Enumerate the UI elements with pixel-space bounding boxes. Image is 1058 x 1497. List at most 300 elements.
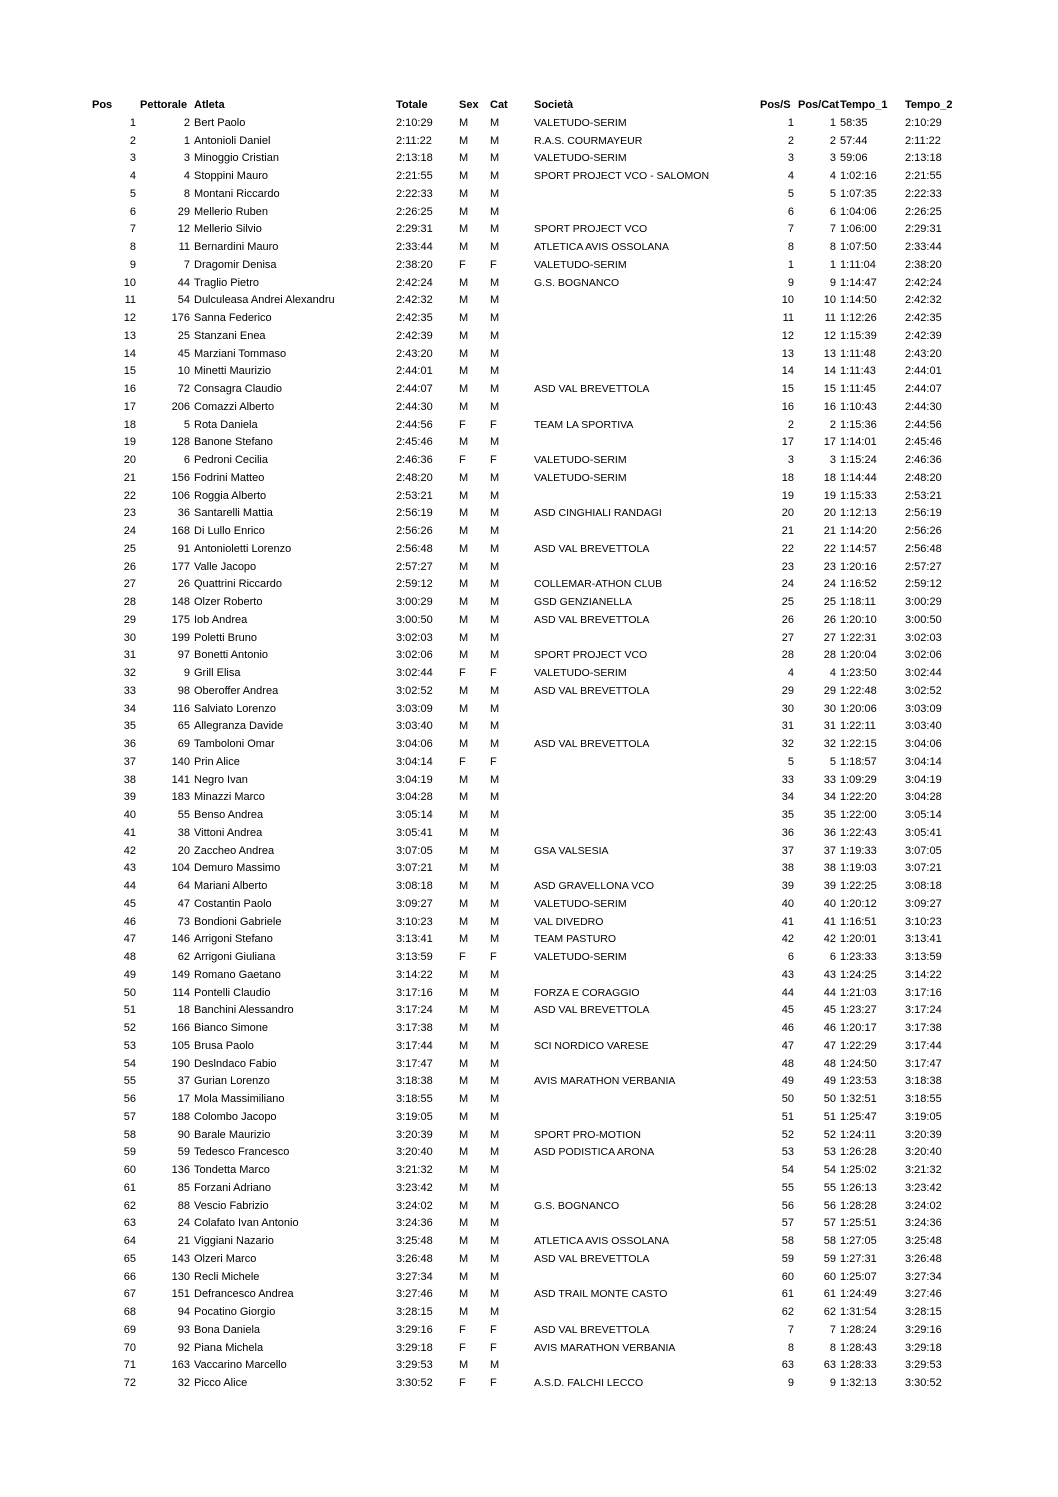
- table-row: [0, 1056, 1058, 1074]
- cell-totale: 3:17:47: [396, 1057, 433, 1070]
- cell-pettorale: 26: [177, 578, 190, 591]
- cell-sex: M: [459, 1093, 469, 1105]
- cell-pos-s: 19: [781, 489, 794, 502]
- cell-pos: 28: [123, 596, 136, 608]
- cell-sex: M: [459, 1252, 469, 1265]
- cell-tempo-1: 1:28:43: [840, 1341, 877, 1354]
- cell-totale: 3:18:55: [396, 1093, 433, 1105]
- cell-sex: M: [459, 241, 469, 253]
- cell-societa: VAL DIVEDRO: [534, 915, 604, 928]
- header-pettorale: Pettorale: [140, 99, 188, 111]
- cell-tempo-2: 2:56:48: [905, 542, 942, 555]
- table-row: [0, 949, 1058, 967]
- cell-tempo-1: 1:20:06: [840, 702, 877, 715]
- cell-pos-s: 46: [781, 1022, 794, 1034]
- cell-pos-s: 9: [787, 276, 794, 289]
- cell-pos-cat: 2: [829, 134, 836, 147]
- cell-tempo-2: 3:23:42: [905, 1181, 942, 1194]
- cell-totale: 2:11:22: [396, 134, 432, 147]
- cell-tempo-2: 2:53:21: [905, 489, 942, 502]
- cell-pos-s: 2: [787, 418, 794, 431]
- cell-sex: M: [459, 134, 469, 147]
- cell-societa: ASD VAL BREVETTOLA: [534, 1252, 650, 1265]
- cell-cat: M: [490, 1093, 500, 1105]
- cell-societa: VALETUDO-SERIM: [534, 454, 627, 466]
- table-row: [0, 292, 1058, 310]
- cell-pettorale: 44: [177, 276, 190, 289]
- table-row: [0, 647, 1058, 665]
- cell-sex: F: [459, 1323, 466, 1336]
- cell-sex: M: [459, 489, 469, 502]
- table-row: [0, 257, 1058, 275]
- table-row: [0, 1162, 1058, 1180]
- cell-atleta: Sanna Federico: [194, 312, 272, 324]
- cell-pettorale: 128: [171, 436, 190, 449]
- table-row: [0, 434, 1058, 452]
- cell-pos-s: 25: [781, 596, 794, 608]
- cell-societa: ASD VAL BREVETTOLA: [534, 1004, 650, 1017]
- cell-totale: 3:03:40: [396, 720, 433, 733]
- cell-tempo-1: 1:14:50: [840, 294, 877, 307]
- cell-tempo-1: 1:12:26: [840, 312, 877, 324]
- cell-pos: 25: [123, 542, 136, 555]
- cell-pettorale: 59: [177, 1146, 190, 1159]
- cell-atleta: Demuro Massimo: [194, 862, 281, 875]
- cell-pos-s: 24: [781, 578, 794, 591]
- cell-totale: 2:45:46: [396, 436, 433, 449]
- cell-pettorale: 148: [171, 596, 190, 608]
- cell-pos-s: 45: [781, 1004, 794, 1017]
- cell-sex: M: [459, 1022, 469, 1034]
- cell-totale: 3:19:05: [396, 1110, 433, 1123]
- cell-pos-s: 62: [781, 1306, 794, 1318]
- cell-sex: M: [459, 170, 469, 182]
- cell-tempo-2: 3:27:46: [905, 1288, 942, 1301]
- table-row: [0, 328, 1058, 346]
- cell-pos-cat: 20: [823, 507, 836, 520]
- cell-pettorale: 190: [171, 1057, 190, 1070]
- cell-tempo-2: 3:25:48: [905, 1235, 942, 1247]
- cell-societa: ASD VAL BREVETTOLA: [534, 684, 650, 697]
- cell-sex: M: [459, 826, 469, 839]
- cell-tempo-1: 1:16:51: [840, 915, 877, 928]
- cell-pos-s: 58: [781, 1235, 794, 1247]
- cell-cat: M: [490, 347, 500, 360]
- cell-cat: M: [490, 809, 500, 821]
- cell-pos-s: 4: [787, 667, 794, 679]
- table-row: [0, 967, 1058, 985]
- cell-totale: 3:29:18: [396, 1341, 433, 1354]
- cell-pos-s: 6: [787, 951, 794, 963]
- cell-tempo-2: 2:42:32: [905, 294, 942, 307]
- cell-sex: F: [459, 951, 466, 963]
- cell-tempo-2: 3:05:41: [905, 826, 942, 839]
- table-row: [0, 1357, 1058, 1375]
- cell-tempo-2: 3:02:03: [905, 631, 942, 644]
- cell-pos-cat: 17: [823, 436, 836, 449]
- table-body: [0, 115, 1058, 1393]
- cell-tempo-1: 1:20:10: [840, 613, 877, 626]
- cell-pos-cat: 41: [823, 915, 836, 928]
- cell-pos: 54: [123, 1057, 136, 1070]
- cell-tempo-1: 1:28:33: [840, 1359, 877, 1372]
- cell-pettorale: 177: [171, 560, 190, 573]
- cell-sex: M: [459, 365, 469, 378]
- cell-tempo-1: 1:20:17: [840, 1022, 877, 1034]
- cell-cat: M: [490, 205, 500, 218]
- cell-pos-cat: 50: [823, 1093, 836, 1105]
- cell-pos-cat: 62: [823, 1306, 836, 1318]
- results-table: [0, 97, 1058, 1393]
- cell-totale: 3:04:06: [396, 738, 433, 750]
- cell-cat: M: [490, 1022, 500, 1034]
- cell-atleta: Minazzi Marco: [194, 791, 265, 804]
- cell-pos-s: 49: [781, 1075, 794, 1088]
- cell-pettorale: 114: [172, 986, 190, 999]
- cell-sex: M: [459, 578, 469, 591]
- cell-sex: M: [459, 1288, 469, 1301]
- cell-societa: FORZA E CORAGGIO: [534, 986, 640, 999]
- cell-tempo-2: 2:38:20: [905, 258, 942, 271]
- cell-tempo-2: 2:48:20: [905, 471, 942, 484]
- cell-totale: 3:14:22: [396, 968, 433, 981]
- cell-cat: M: [490, 241, 500, 253]
- cell-pettorale: 85: [177, 1181, 190, 1194]
- cell-tempo-2: 3:19:05: [905, 1110, 942, 1123]
- cell-tempo-2: 2:44:30: [905, 400, 942, 413]
- cell-pos-s: 47: [781, 1039, 794, 1052]
- cell-tempo-1: 1:07:35: [840, 187, 877, 200]
- cell-atleta: Gurian Lorenzo: [194, 1075, 270, 1088]
- cell-pos-s: 60: [781, 1270, 794, 1283]
- cell-tempo-1: 1:16:52: [840, 578, 877, 591]
- header-tempo-2: Tempo_2: [905, 99, 953, 111]
- cell-societa: AVIS MARATHON VERBANIA: [534, 1341, 676, 1354]
- table-row: [0, 186, 1058, 204]
- cell-societa: ASD VAL BREVETTOLA: [534, 738, 650, 750]
- cell-tempo-1: 1:04:06: [840, 205, 877, 218]
- cell-tempo-1: 1:22:31: [840, 631, 877, 644]
- cell-cat: M: [490, 436, 500, 449]
- cell-pettorale: 11: [178, 241, 190, 253]
- cell-sex: M: [459, 1235, 469, 1247]
- cell-pos: 3: [129, 152, 136, 165]
- cell-totale: 2:48:20: [396, 471, 433, 484]
- cell-pettorale: 73: [177, 915, 190, 928]
- cell-pos-s: 41: [781, 915, 794, 928]
- cell-cat: M: [490, 1306, 500, 1318]
- cell-totale: 2:22:33: [396, 187, 433, 200]
- cell-pos: 44: [123, 880, 136, 892]
- table-row: [0, 417, 1058, 435]
- cell-pos: 36: [123, 738, 136, 750]
- cell-pos-cat: 30: [823, 702, 836, 715]
- cell-pettorale: 149: [171, 968, 190, 981]
- cell-totale: 3:05:14: [396, 809, 433, 821]
- cell-pos: 23: [123, 507, 136, 520]
- cell-atleta: Bert Paolo: [194, 116, 246, 129]
- cell-cat: M: [490, 400, 500, 413]
- cell-pos: 29: [123, 613, 136, 626]
- cell-pettorale: 37: [177, 1075, 190, 1088]
- cell-atleta: Forzani Adriano: [194, 1181, 272, 1194]
- cell-tempo-2: 2:44:56: [905, 418, 942, 431]
- cell-totale: 3:27:46: [396, 1288, 433, 1301]
- table-row: [0, 168, 1058, 186]
- cell-cat: M: [490, 312, 500, 324]
- cell-totale: 2:56:19: [396, 507, 433, 520]
- cell-pos-cat: 1: [829, 258, 836, 271]
- cell-pos-s: 18: [781, 471, 794, 484]
- cell-pettorale: 25: [177, 329, 190, 342]
- cell-atleta: Brusa Paolo: [194, 1039, 254, 1052]
- table-row: [0, 1322, 1058, 1340]
- cell-totale: 3:20:39: [396, 1128, 433, 1141]
- cell-atleta: Negro Ivan: [194, 773, 248, 786]
- cell-pos-cat: 54: [823, 1164, 836, 1176]
- cell-pos-cat: 9: [829, 1377, 836, 1389]
- cell-atleta: Minoggio Cristian: [194, 152, 279, 165]
- table-row: [0, 1127, 1058, 1145]
- cell-cat: F: [490, 1341, 497, 1354]
- cell-totale: 3:28:15: [396, 1306, 433, 1318]
- cell-pos-s: 56: [781, 1199, 794, 1212]
- cell-pos: 24: [123, 525, 136, 537]
- cell-cat: F: [490, 1323, 497, 1336]
- cell-pos-s: 35: [781, 809, 794, 821]
- cell-pos-cat: 55: [823, 1181, 836, 1194]
- cell-atleta: Tondetta Marco: [194, 1164, 270, 1176]
- cell-societa: R.A.S. COURMAYEUR: [534, 134, 643, 147]
- cell-tempo-1: 1:20:12: [840, 897, 877, 910]
- cell-pos-cat: 52: [823, 1128, 836, 1141]
- cell-sex: M: [459, 702, 469, 715]
- cell-pos-s: 16: [781, 400, 794, 413]
- table-row: [0, 1340, 1058, 1358]
- table-row: [0, 772, 1058, 790]
- cell-tempo-2: 2:59:12: [905, 578, 942, 591]
- cell-tempo-2: 3:00:50: [905, 613, 942, 626]
- cell-pos: 48: [123, 951, 136, 963]
- cell-pettorale: 9: [183, 667, 190, 679]
- table-row: [0, 381, 1058, 399]
- cell-pettorale: 65: [177, 720, 190, 733]
- cell-pos-s: 4: [787, 170, 794, 182]
- cell-tempo-1: 1:28:28: [840, 1199, 877, 1212]
- cell-pos-cat: 31: [823, 720, 836, 733]
- header-atleta: Atleta: [194, 99, 225, 111]
- cell-tempo-2: 2:56:26: [905, 525, 942, 537]
- cell-tempo-2: 2:42:39: [905, 329, 942, 342]
- cell-tempo-1: 1:32:51: [840, 1093, 877, 1105]
- cell-atleta: Defrancesco Andrea: [194, 1288, 294, 1301]
- cell-totale: 2:44:30: [396, 400, 433, 413]
- cell-pos: 66: [123, 1270, 136, 1283]
- cell-tempo-1: 1:22:11: [840, 720, 876, 733]
- cell-societa: ATLETICA AVIS OSSOLANA: [534, 1235, 669, 1247]
- cell-pos-s: 54: [781, 1164, 794, 1176]
- cell-sex: M: [459, 933, 469, 946]
- cell-pos-s: 15: [781, 383, 794, 395]
- cell-tempo-2: 3:04:14: [905, 755, 942, 768]
- cell-tempo-2: 2:46:36: [905, 454, 942, 466]
- cell-tempo-2: 3:29:18: [905, 1341, 942, 1354]
- cell-tempo-2: 3:02:44: [905, 667, 942, 679]
- cell-tempo-1: 1:20:04: [840, 649, 877, 662]
- cell-tempo-2: 3:29:53: [905, 1359, 942, 1372]
- cell-tempo-2: 2:44:07: [905, 383, 942, 395]
- cell-pos-cat: 24: [823, 578, 836, 591]
- cell-atleta: Zaccheo Andrea: [194, 844, 275, 857]
- cell-pos-cat: 7: [829, 1323, 836, 1336]
- cell-cat: M: [490, 702, 500, 715]
- table-row: [0, 488, 1058, 506]
- table-row: [0, 1304, 1058, 1322]
- cell-totale: 2:26:25: [396, 205, 433, 218]
- cell-pettorale: 29: [177, 205, 190, 218]
- cell-atleta: Antonioli Daniel: [194, 134, 271, 147]
- cell-atleta: Colafato Ivan Antonio: [194, 1217, 299, 1230]
- cell-cat: M: [490, 773, 500, 786]
- cell-societa: ASD VAL BREVETTOLA: [534, 383, 650, 395]
- cell-pos-cat: 47: [823, 1039, 836, 1052]
- cell-sex: F: [459, 454, 466, 466]
- cell-totale: 3:03:09: [396, 702, 433, 715]
- cell-tempo-1: 1:07:50: [840, 241, 877, 253]
- cell-pos: 53: [123, 1039, 136, 1052]
- cell-pos-cat: 9: [829, 276, 836, 289]
- cell-atleta: Recli Michele: [194, 1270, 260, 1283]
- cell-societa: ATLETICA AVIS OSSOLANA: [534, 241, 669, 253]
- cell-sex: M: [459, 862, 469, 875]
- cell-tempo-2: 3:04:28: [905, 791, 942, 804]
- table-row: [0, 1091, 1058, 1109]
- cell-atleta: Allegranza Davide: [194, 720, 284, 733]
- cell-pettorale: 130: [171, 1270, 190, 1283]
- cell-atleta: Traglio Pietro: [194, 276, 260, 289]
- cell-tempo-1: 1:14:01: [840, 436, 877, 449]
- table-row: [0, 825, 1058, 843]
- cell-pettorale: 24: [177, 1217, 190, 1230]
- cell-sex: M: [459, 542, 469, 555]
- table-row: [0, 363, 1058, 381]
- cell-tempo-2: 3:17:47: [905, 1057, 942, 1070]
- cell-societa: ASD TRAIL MONTE CASTO: [534, 1288, 668, 1301]
- cell-pos-s: 22: [781, 542, 794, 555]
- cell-tempo-1: 1:14:47: [840, 276, 877, 289]
- cell-pettorale: 104: [171, 862, 190, 875]
- cell-sex: M: [459, 880, 469, 892]
- cell-totale: 3:00:50: [396, 613, 433, 626]
- header-tempo-1: Tempo_1: [840, 99, 888, 111]
- cell-pos-cat: 32: [823, 738, 836, 750]
- cell-cat: M: [490, 897, 500, 910]
- cell-sex: M: [459, 223, 469, 236]
- cell-pettorale: 183: [171, 791, 190, 804]
- cell-cat: M: [490, 826, 500, 839]
- cell-totale: 2:42:24: [396, 276, 433, 289]
- cell-societa: ASD GRAVELLONA VCO: [534, 880, 655, 892]
- cell-totale: 3:09:27: [396, 897, 433, 910]
- cell-pos-cat: 53: [823, 1146, 836, 1159]
- cell-cat: F: [490, 667, 497, 679]
- cell-totale: 2:42:32: [396, 294, 433, 307]
- cell-pos-cat: 43: [823, 968, 836, 981]
- cell-pos-s: 33: [781, 773, 794, 786]
- cell-cat: M: [490, 471, 500, 484]
- cell-pos-cat: 10: [823, 294, 836, 307]
- cell-sex: M: [459, 312, 469, 324]
- cell-societa: ASD VAL BREVETTOLA: [534, 1323, 650, 1336]
- table-row: [0, 1269, 1058, 1287]
- table-row: [0, 1109, 1058, 1127]
- cell-tempo-1: 1:22:43: [840, 826, 877, 839]
- cell-pos-cat: 23: [823, 560, 836, 573]
- cell-pos-cat: 18: [823, 471, 836, 484]
- cell-pos-s: 31: [781, 720, 794, 733]
- cell-societa: GSD GENZIANELLA: [534, 596, 633, 608]
- table-row: [0, 115, 1058, 133]
- table-row: [0, 470, 1058, 488]
- cell-sex: M: [459, 436, 469, 449]
- cell-atleta: Minetti Maurizio: [194, 365, 272, 378]
- cell-cat: M: [490, 1359, 500, 1372]
- cell-tempo-2: 2:43:20: [905, 347, 942, 360]
- cell-atleta: Rota Daniela: [194, 418, 258, 431]
- table-row: [0, 1233, 1058, 1251]
- cell-pettorale: 7: [183, 258, 190, 271]
- cell-atleta: Arrigoni Stefano: [194, 933, 273, 946]
- cell-cat: M: [490, 596, 500, 608]
- cell-pos-s: 5: [787, 755, 794, 768]
- cell-sex: M: [459, 294, 469, 307]
- cell-pos: 21: [123, 471, 136, 484]
- cell-pos-s: 39: [781, 880, 794, 892]
- table-row: [0, 1073, 1058, 1091]
- cell-pettorale: 47: [177, 897, 190, 910]
- cell-sex: M: [459, 986, 469, 999]
- cell-pos-s: 61: [781, 1288, 794, 1301]
- cell-tempo-2: 3:28:15: [905, 1306, 942, 1318]
- cell-pos: 34: [123, 702, 136, 715]
- cell-pos-s: 7: [787, 223, 794, 236]
- cell-pos-s: 5: [787, 187, 794, 200]
- cell-pettorale: 36: [177, 507, 190, 520]
- table-row: [0, 878, 1058, 896]
- cell-cat: M: [490, 507, 500, 520]
- table-row: [0, 612, 1058, 630]
- table-row: [0, 985, 1058, 1003]
- cell-pettorale: 55: [177, 809, 190, 821]
- cell-pos: 15: [123, 365, 136, 378]
- cell-atleta: Arrigoni Giuliana: [194, 951, 276, 963]
- cell-cat: F: [490, 755, 497, 768]
- table-row: [0, 789, 1058, 807]
- cell-pos-s: 20: [781, 507, 794, 520]
- cell-pettorale: 3: [183, 152, 190, 165]
- table-row: [0, 541, 1058, 559]
- cell-cat: M: [490, 1146, 500, 1159]
- cell-pos-cat: 6: [829, 951, 836, 963]
- cell-pos: 6: [129, 205, 136, 218]
- cell-atleta: Benso Andrea: [194, 809, 264, 821]
- table-row: [0, 559, 1058, 577]
- cell-societa: ASD PODISTICA ARONA: [534, 1146, 655, 1159]
- cell-societa: AVIS MARATHON VERBANIA: [534, 1075, 676, 1088]
- header-societa: Società: [534, 99, 574, 111]
- cell-pos-cat: 59: [823, 1252, 836, 1265]
- cell-pos-s: 59: [781, 1252, 794, 1265]
